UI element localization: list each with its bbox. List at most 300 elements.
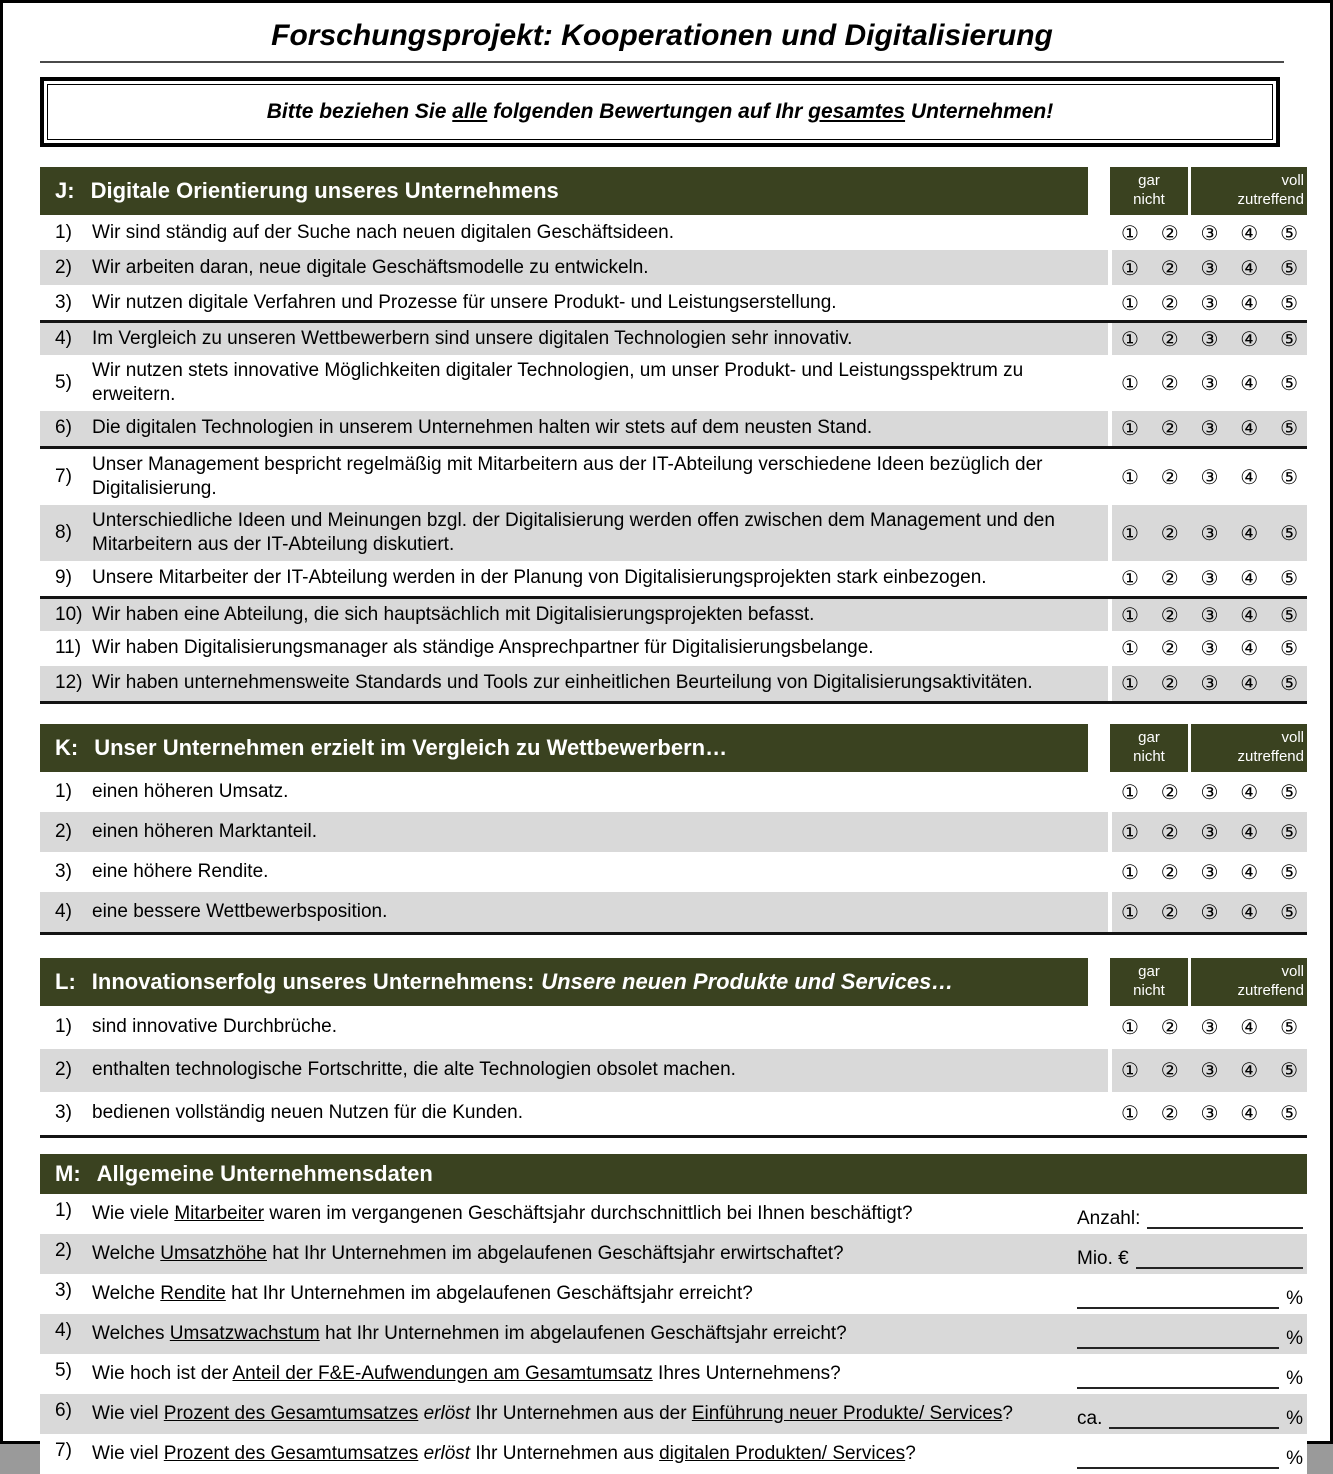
answer-cell: [1075, 1234, 1307, 1274]
rating-option-2[interactable]: ②: [1160, 416, 1179, 441]
question-text-segment: waren im vergangenen Geschäftsjahr durchschnittlich bei Ihnen beschäftigt?: [264, 1202, 913, 1224]
rating-option-2[interactable]: ②: [1160, 327, 1179, 351]
scale-label-high-line2: zutreffend: [1237, 981, 1304, 999]
question-text: [92, 1362, 841, 1386]
rating-option-1[interactable]: ①: [1121, 255, 1139, 280]
question-text-segment: digitalen Produkten/ Services: [659, 1442, 906, 1464]
section-title-italic: Unsere neuen Produkte und Services…: [541, 968, 954, 994]
question-text-segment: enthalten technologische Fortschritte, die alte Technologien obsolet machen.: [92, 1059, 736, 1081]
rating-option-3[interactable]: ③: [1200, 464, 1219, 489]
rating-option-2[interactable]: ②: [1160, 220, 1179, 245]
question-text: [92, 291, 837, 315]
question-text-segment: Wir arbeiten daran, neue digitale Geschäftsmodelle zu entwickeln.: [92, 256, 649, 278]
question-row: [40, 411, 1307, 446]
scale-label-high-line2: zutreffend: [1237, 191, 1304, 208]
rating-option-3[interactable]: ③: [1200, 1015, 1219, 1040]
rating-option-5[interactable]: ⑤: [1280, 899, 1298, 924]
rating-option-3[interactable]: ③: [1200, 602, 1219, 627]
question-text-segment: Welche: [92, 1242, 161, 1264]
question-number: 2): [55, 820, 72, 842]
question-text: [92, 416, 872, 440]
section-k-table: [40, 724, 1307, 935]
question-text-segment: Wie viel: [92, 1442, 164, 1464]
answer-cell: [1075, 1274, 1307, 1314]
scale-label-low-line2: nicht: [1133, 747, 1165, 765]
rating-option-2[interactable]: ②: [1160, 819, 1179, 844]
rating-option-2[interactable]: ②: [1160, 779, 1179, 804]
header-gap: [1088, 724, 1110, 772]
rating-option-5[interactable]: ⑤: [1280, 819, 1298, 844]
question-number: 3): [55, 291, 72, 313]
rating-option-4[interactable]: ④: [1240, 255, 1259, 280]
question-text-segment: Ihr Unternehmen aus: [470, 1442, 660, 1464]
section-letter: M:: [55, 1160, 81, 1186]
question-text: [92, 1242, 844, 1266]
question-text-segment: Rendite: [160, 1282, 226, 1304]
rating-option-5[interactable]: ⑤: [1280, 290, 1298, 315]
rating-options: [1112, 812, 1307, 852]
rating-option-5[interactable]: ⑤: [1280, 602, 1298, 627]
rating-option-2[interactable]: ②: [1160, 636, 1179, 661]
question-cell: [40, 323, 1108, 355]
rating-option-3[interactable]: ③: [1200, 1058, 1219, 1083]
rating-option-5[interactable]: ⑤: [1280, 1101, 1298, 1126]
question-number: 1): [55, 221, 72, 243]
scale-label-low: [1110, 724, 1188, 772]
open-question-table: [40, 1154, 1307, 1474]
answer-unit-percent: %: [1286, 1287, 1303, 1309]
question-number: 9): [55, 567, 72, 589]
rating-option-1[interactable]: ①: [1121, 370, 1139, 395]
question-row: [40, 250, 1307, 285]
rating-option-1[interactable]: ①: [1121, 819, 1139, 844]
rating-option-2[interactable]: ②: [1160, 464, 1179, 489]
rating-table-k: [40, 724, 1307, 935]
rating-option-3[interactable]: ③: [1200, 220, 1219, 245]
rating-option-4[interactable]: ④: [1240, 290, 1259, 315]
question-text-segment: Prozent des Gesamtumsatzes: [163, 1402, 419, 1424]
question-number: 1): [55, 780, 72, 802]
rating-option-1[interactable]: ①: [1121, 602, 1139, 627]
header-gap: [1088, 167, 1110, 215]
page-content: [40, 3, 1307, 1474]
rating-option-4[interactable]: ④: [1240, 899, 1259, 924]
question-cell: [40, 812, 1108, 852]
question-text-segment: Die digitalen Technologien in unserem Unternehmen halten wir stets auf dem neusten Stand.: [92, 417, 873, 439]
answer-blank-field[interactable]: [1077, 1331, 1279, 1349]
question-cell: [40, 1006, 1108, 1049]
answer-unit-percent: %: [1286, 1447, 1303, 1469]
scale-label-low-line1: gar: [1138, 172, 1160, 190]
rating-option-1[interactable]: ①: [1121, 416, 1139, 441]
rating-option-4[interactable]: ④: [1240, 464, 1259, 489]
rating-option-1[interactable]: ①: [1121, 671, 1139, 696]
question-number: 3): [55, 1279, 72, 1301]
rating-option-2[interactable]: ②: [1160, 290, 1179, 315]
rating-option-2[interactable]: ②: [1160, 671, 1179, 696]
question-number: 4): [55, 900, 72, 922]
question-number: 6): [55, 1399, 72, 1421]
rating-option-4[interactable]: ④: [1240, 1015, 1259, 1040]
rating-option-4[interactable]: ④: [1240, 370, 1259, 395]
rating-option-2[interactable]: ②: [1160, 255, 1179, 280]
rating-option-4[interactable]: ④: [1240, 1101, 1259, 1126]
question-text: [92, 636, 874, 660]
title-rule: [40, 61, 1284, 63]
question-text-segment: Prozent des Gesamtumsatzes: [163, 1442, 419, 1464]
rating-option-2[interactable]: ②: [1160, 520, 1179, 545]
question-row: [40, 215, 1307, 250]
rating-option-5[interactable]: ⑤: [1280, 671, 1298, 696]
question-number: 1): [55, 1016, 72, 1038]
question-text: [92, 1058, 736, 1082]
answer-blank-field[interactable]: [1077, 1291, 1279, 1309]
rating-option-3[interactable]: ③: [1200, 859, 1219, 884]
rating-option-5[interactable]: ⑤: [1280, 327, 1298, 351]
question-row: [40, 812, 1307, 852]
question-text: [92, 566, 987, 590]
question-number: 7): [55, 465, 72, 487]
question-cell: [40, 449, 1108, 505]
rating-option-1[interactable]: ①: [1121, 859, 1139, 884]
question-row: [40, 1006, 1307, 1049]
rating-option-4[interactable]: ④: [1240, 566, 1259, 591]
section-title-text: Unser Unternehmen erzielt im Vergleich zu Wettbewerbern…: [94, 734, 728, 760]
question-cell: [40, 1434, 1075, 1474]
question-text-segment: Ihres Unternehmens?: [652, 1362, 841, 1384]
question-number: 8): [55, 521, 72, 543]
question-text-segment: erlöst: [423, 1402, 471, 1424]
rating-option-5[interactable]: ⑤: [1280, 220, 1298, 245]
rating-option-1[interactable]: ①: [1121, 220, 1139, 245]
question-text: [92, 359, 1096, 407]
rating-option-4[interactable]: ④: [1240, 327, 1259, 351]
question-text-segment: ?: [905, 1442, 916, 1464]
section-m-table: [40, 1154, 1307, 1474]
rating-option-1[interactable]: ①: [1121, 464, 1139, 489]
question-text: [92, 509, 1096, 557]
question-cell: [40, 1194, 1075, 1234]
question-row: [40, 1092, 1307, 1135]
instruction-text: [47, 84, 1273, 140]
rating-table-l: [40, 958, 1307, 1138]
rating-options: [1112, 852, 1307, 892]
question-text-segment: Im Vergleich zu unseren Wettbewerbern sind unsere digitalen Technologien sehr innovativ.: [92, 328, 853, 350]
question-text-segment: Umsatzwachstum: [169, 1322, 320, 1344]
question-text: [92, 1402, 1013, 1426]
question-text-segment: Wir haben Digitalisierungsmanager als ständige Ansprechpartner für Digitalisierungsbelange.: [92, 637, 874, 659]
question-cell: [40, 1274, 1075, 1314]
rating-options: [1112, 1049, 1307, 1092]
rating-option-3[interactable]: ③: [1200, 899, 1219, 924]
rating-option-4[interactable]: ④: [1240, 520, 1259, 545]
question-text-segment: eine höhere Rendite.: [92, 860, 269, 882]
section-letter: K:: [55, 734, 79, 760]
rating-options: [1112, 355, 1307, 411]
question-row: [40, 285, 1307, 320]
rating-options: [1112, 411, 1307, 446]
rating-option-5[interactable]: ⑤: [1280, 566, 1298, 591]
question-text-segment: Anteil der F&E-Aufwendungen am Gesamtumsatz: [232, 1362, 653, 1384]
rating-option-4[interactable]: ④: [1240, 671, 1259, 696]
question-text: [92, 671, 1033, 695]
question-row: [40, 1194, 1307, 1234]
question-number: 6): [55, 417, 72, 439]
rating-table-j: [40, 167, 1307, 704]
rating-option-4[interactable]: ④: [1240, 220, 1259, 245]
rating-option-3[interactable]: ③: [1200, 779, 1219, 804]
question-text-segment: Wie viele: [92, 1202, 175, 1224]
question-text-segment: Wir haben eine Abteilung, die sich hauptsächlich mit Digitalisierungsprojekten befasst.: [92, 603, 815, 625]
question-text-segment: Wie hoch ist der: [92, 1362, 233, 1384]
rating-option-5[interactable]: ⑤: [1280, 636, 1298, 661]
question-text: [92, 820, 317, 844]
rating-option-5[interactable]: ⑤: [1280, 779, 1298, 804]
rating-option-3[interactable]: ③: [1200, 370, 1219, 395]
rating-option-3[interactable]: ③: [1200, 819, 1219, 844]
rating-option-3[interactable]: ③: [1200, 255, 1219, 280]
question-row: [40, 1049, 1307, 1092]
question-cell: [40, 561, 1108, 596]
answer-cell: [1075, 1434, 1307, 1474]
rating-option-1[interactable]: ①: [1121, 1015, 1139, 1040]
section-header: [40, 724, 1307, 772]
question-text-segment: Ihr Unternehmen aus der: [470, 1402, 692, 1424]
rating-options: [1112, 505, 1307, 561]
scale-label-high-line2: zutreffend: [1237, 747, 1304, 765]
question-cell: [40, 1354, 1075, 1394]
question-number: 4): [55, 1319, 72, 1341]
question-text-segment: eine bessere Wettbewerbsposition.: [92, 900, 388, 922]
question-text-segment: Unser Management bespricht regelmäßig mit Mitarbeitern aus der IT-Abteilung verschiedene Ideen bezüglich der Digitalisierung.: [92, 453, 1043, 499]
rating-option-5[interactable]: ⑤: [1280, 859, 1298, 884]
question-text: [92, 327, 852, 351]
instruction-box: [40, 77, 1280, 147]
rating-option-1[interactable]: ①: [1121, 636, 1139, 661]
question-row: [40, 596, 1307, 631]
question-text-segment: hat Ihr Unternehmen im abgelaufenen Geschäftsjahr erreicht?: [319, 1322, 847, 1344]
rating-option-3[interactable]: ③: [1200, 636, 1219, 661]
question-text-segment: Unsere Mitarbeiter der IT-Abteilung werden in der Planung von Digitalisierungsprojekten stark einbezogen.: [92, 567, 987, 589]
question-row: [40, 631, 1307, 666]
question-row: [40, 1234, 1307, 1274]
answer-cell: [1075, 1194, 1307, 1234]
question-text-segment: Wir nutzen digitale Verfahren und Prozesse für unsere Produkt- und Leistungserstellung.: [92, 291, 837, 313]
question-text-segment: Unterschiedliche Ideen und Meinungen bzgl. der Digitalisierung werden offen zwischen dem Management und den Mitarbeitern aus der IT-Abteilung diskutiert.: [92, 509, 1055, 555]
rating-options: [1112, 449, 1307, 505]
question-text-segment: ?: [1002, 1402, 1013, 1424]
question-cell: [40, 250, 1108, 285]
rating-option-5[interactable]: ⑤: [1280, 464, 1298, 489]
rating-option-5[interactable]: ⑤: [1280, 370, 1298, 395]
question-text: [92, 1322, 847, 1346]
rating-option-5[interactable]: ⑤: [1280, 1015, 1298, 1040]
question-cell: [40, 411, 1108, 446]
answer-cell: [1075, 1314, 1307, 1354]
question-row: [40, 1394, 1307, 1434]
scale-label-high-line1: voll: [1281, 962, 1304, 980]
scale-label-low-line1: gar: [1138, 728, 1160, 746]
rating-option-1[interactable]: ①: [1121, 327, 1139, 351]
rating-option-2[interactable]: ②: [1160, 566, 1179, 591]
section-title: [40, 167, 1088, 215]
question-text-segment: einen höheren Umsatz.: [92, 780, 289, 802]
rating-option-2[interactable]: ②: [1160, 1058, 1179, 1083]
rating-option-4[interactable]: ④: [1240, 416, 1259, 441]
scale-label-low-line2: nicht: [1133, 981, 1165, 999]
question-cell: [40, 285, 1108, 320]
question-row: [40, 505, 1307, 561]
question-text-segment: Wie viel: [92, 1402, 164, 1424]
page-title: Forschungsprojekt: Kooperationen und Digitalisierung: [271, 19, 1053, 52]
question-text-segment: Mitarbeiter: [174, 1202, 265, 1224]
rating-options: [1112, 1092, 1307, 1135]
rating-option-5[interactable]: ⑤: [1280, 520, 1298, 545]
question-text: [92, 860, 268, 884]
instruction-pre: Bitte beziehen Sie: [266, 100, 453, 123]
question-text-segment: Wir haben unternehmensweite Standards und Tools zur einheitlichen Beurteilung von Digitalisierungsaktivitäten.: [92, 672, 1033, 694]
question-cell: [40, 1049, 1108, 1092]
answer-unit-percent: %: [1286, 1407, 1303, 1429]
answer-label: Anzahl:: [1077, 1207, 1141, 1229]
rating-options: [1112, 215, 1307, 250]
question-text-segment: Einführung neuer Produkte/ Services: [691, 1402, 1003, 1424]
question-row: [40, 666, 1307, 701]
rating-options: [1112, 631, 1307, 666]
section-title: [40, 724, 1088, 772]
rating-options: [1112, 323, 1307, 355]
rating-option-4[interactable]: ④: [1240, 1058, 1259, 1083]
question-number: 2): [55, 256, 72, 278]
question-number: 4): [55, 328, 72, 349]
question-cell: [40, 1234, 1075, 1274]
rating-option-1[interactable]: ①: [1121, 566, 1139, 591]
rating-option-3[interactable]: ③: [1200, 327, 1219, 351]
rating-option-2[interactable]: ②: [1160, 370, 1179, 395]
rating-options: [1112, 250, 1307, 285]
question-cell: [40, 666, 1108, 701]
answer-blank-field[interactable]: [1077, 1451, 1279, 1469]
rating-options: [1112, 1006, 1307, 1049]
question-number: 3): [55, 1102, 72, 1124]
question-text-segment: hat Ihr Unternehmen im abgelaufenen Geschäftsjahr erwirtschaftet?: [266, 1242, 844, 1264]
answer-cell: [1075, 1354, 1307, 1394]
rating-option-5[interactable]: ⑤: [1280, 255, 1298, 280]
rating-option-1[interactable]: ①: [1121, 1101, 1139, 1126]
rating-option-3[interactable]: ③: [1200, 416, 1219, 441]
instruction-underline-1: alle: [452, 100, 488, 123]
rating-option-4[interactable]: ④: [1240, 779, 1259, 804]
question-text: [92, 1442, 916, 1466]
rating-option-3[interactable]: ③: [1200, 520, 1219, 545]
answer-blank-field[interactable]: [1136, 1251, 1303, 1269]
question-row: [40, 1434, 1307, 1474]
question-cell: [40, 355, 1108, 411]
section-j-table: [40, 167, 1307, 704]
question-row: [40, 1354, 1307, 1394]
question-row: [40, 320, 1307, 355]
rating-option-1[interactable]: ①: [1121, 290, 1139, 315]
rating-option-5[interactable]: ⑤: [1280, 1058, 1298, 1083]
rating-option-2[interactable]: ②: [1160, 859, 1179, 884]
rating-option-1[interactable]: ①: [1121, 779, 1139, 804]
rating-option-2[interactable]: ②: [1160, 1015, 1179, 1040]
question-text-segment: sind innovative Durchbrüche.: [92, 1016, 338, 1038]
question-text: [92, 1101, 523, 1125]
question-cell: [40, 892, 1108, 932]
question-number: 11): [55, 637, 82, 659]
rating-option-4[interactable]: ④: [1240, 636, 1259, 661]
rating-options: [1112, 892, 1307, 932]
section-letter: J:: [55, 178, 75, 203]
answer-blank-field[interactable]: [1147, 1211, 1303, 1229]
rating-option-4[interactable]: ④: [1240, 859, 1259, 884]
answer-label: Mio. €: [1077, 1247, 1129, 1269]
rating-option-1[interactable]: ①: [1121, 1058, 1139, 1083]
rating-option-3[interactable]: ③: [1200, 566, 1219, 591]
rating-option-4[interactable]: ④: [1240, 602, 1259, 627]
section-title: [40, 958, 1088, 1006]
section-letter: L:: [55, 968, 76, 994]
section-header: [40, 167, 1307, 215]
rating-options: [1112, 285, 1307, 320]
instruction-post: Unternehmen!: [905, 100, 1054, 123]
question-text: [92, 1015, 337, 1039]
section-title-text: Digitale Orientierung unseres Unternehmens: [90, 178, 559, 203]
question-number: 7): [55, 1439, 72, 1461]
section-header: [40, 958, 1307, 1006]
rating-option-3[interactable]: ③: [1200, 290, 1219, 315]
answer-blank-field[interactable]: [1109, 1411, 1279, 1429]
question-cell: [40, 599, 1108, 631]
question-row: [40, 355, 1307, 411]
rating-options: [1112, 599, 1307, 631]
question-text-segment: Umsatzhöhe: [160, 1242, 267, 1264]
question-number: 5): [55, 1359, 72, 1381]
section-header: [40, 1154, 1307, 1194]
header-gap: [1088, 958, 1110, 1006]
question-number: 2): [55, 1059, 72, 1081]
question-text: [92, 900, 387, 924]
rating-options: [1112, 772, 1307, 812]
question-number: 5): [55, 371, 72, 393]
rating-option-3[interactable]: ③: [1200, 671, 1219, 696]
question-text: [92, 603, 814, 627]
answer-blank-field[interactable]: [1077, 1371, 1279, 1389]
question-row: [40, 852, 1307, 892]
question-text: [92, 1282, 753, 1306]
section-title-text: Allgemeine Unternehmensdaten: [96, 1160, 433, 1186]
question-cell: [40, 505, 1108, 561]
question-cell: [40, 1394, 1075, 1434]
question-row: [40, 561, 1307, 596]
rating-option-5[interactable]: ⑤: [1280, 416, 1298, 441]
rating-option-2[interactable]: ②: [1160, 1101, 1179, 1126]
question-text-segment: Wir nutzen stets innovative Möglichkeiten digitaler Technologien, um unser Produkt- und Leistungsspektrum zu erweitern.: [92, 360, 1024, 405]
rating-option-2[interactable]: ②: [1160, 899, 1179, 924]
rating-option-3[interactable]: ③: [1200, 1101, 1219, 1126]
rating-option-4[interactable]: ④: [1240, 819, 1259, 844]
question-row: [40, 1274, 1307, 1314]
question-number: 10): [55, 603, 83, 625]
scale-label-low: [1110, 958, 1188, 1006]
scale-label-high: [1191, 958, 1307, 1006]
rating-option-2[interactable]: ②: [1160, 602, 1179, 627]
rating-option-1[interactable]: ①: [1121, 520, 1139, 545]
rating-option-1[interactable]: ①: [1121, 899, 1139, 924]
scale-label-high: [1191, 167, 1307, 215]
answer-unit-percent: %: [1286, 1327, 1303, 1349]
